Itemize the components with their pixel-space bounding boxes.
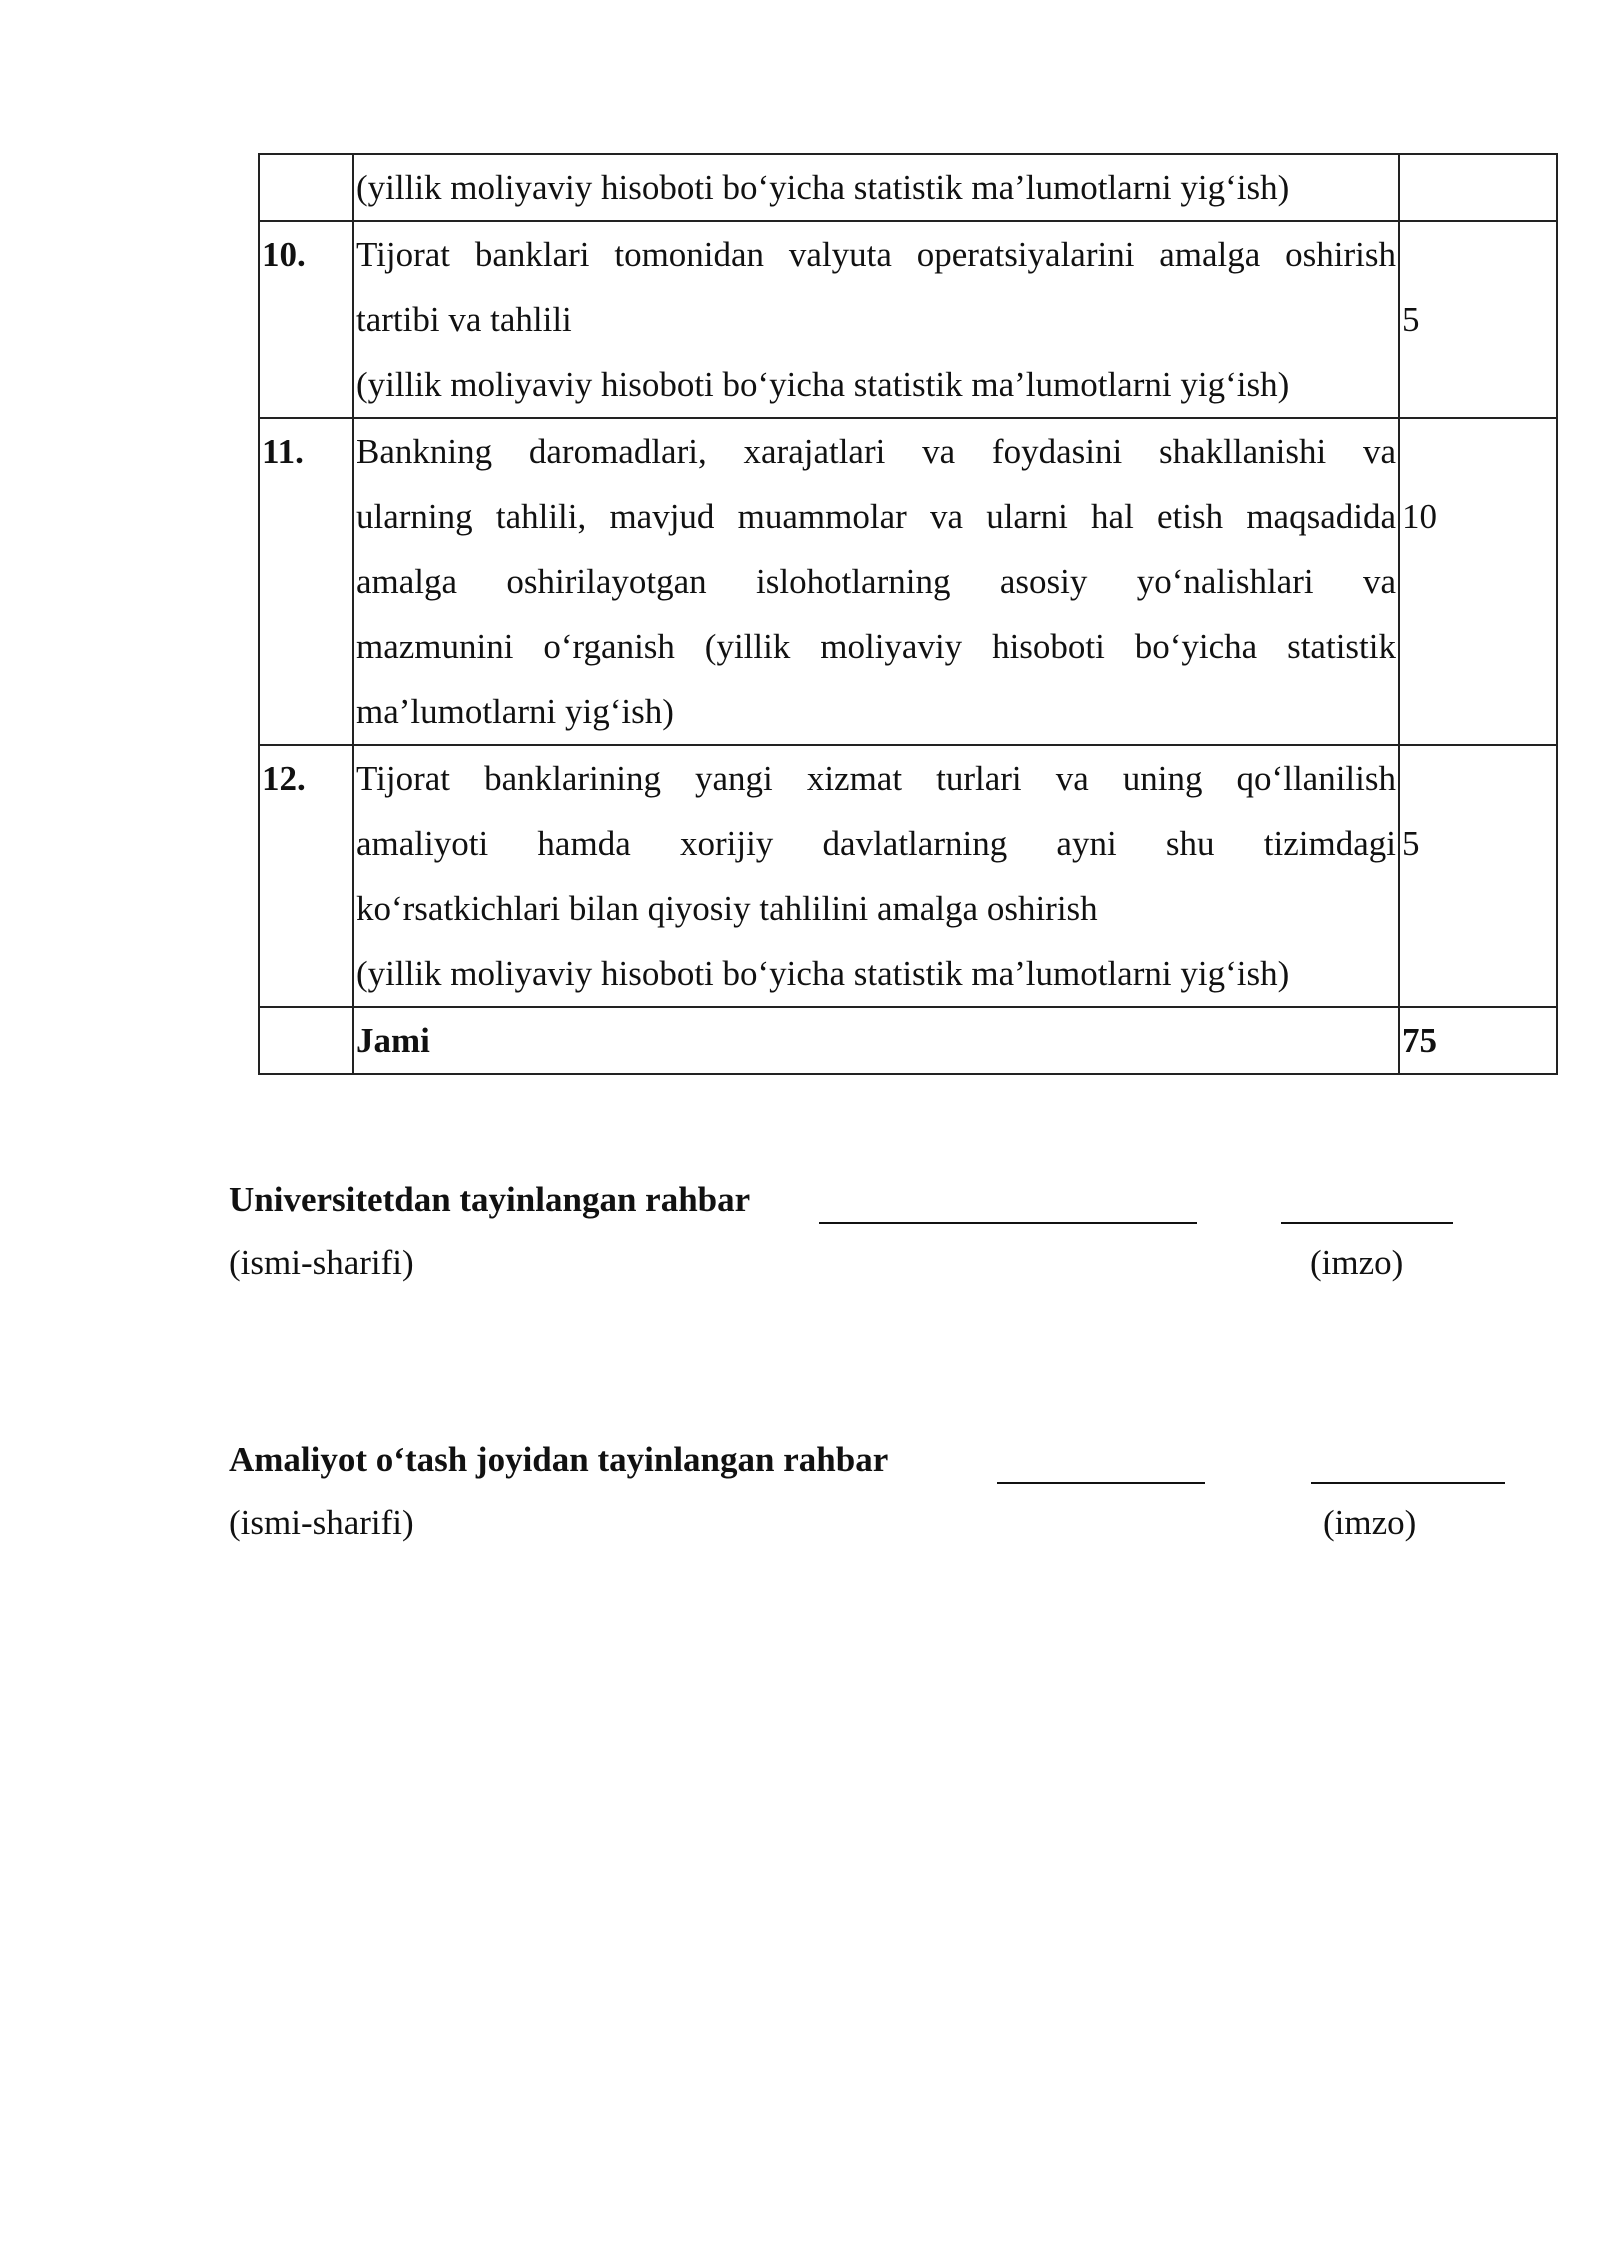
row-text bbox=[353, 745, 1399, 1007]
university-supervisor-title: Universitetdan tayinlangan rahbar bbox=[229, 1180, 751, 1219]
row-hours: 10 bbox=[1399, 418, 1557, 745]
row-text-line: ularning tahlili, mavjud muammolar va ularni hal etish maqsadida bbox=[356, 497, 1396, 536]
signature-line bbox=[1311, 1482, 1505, 1484]
name-signature-line bbox=[819, 1222, 1197, 1224]
row-number bbox=[259, 154, 353, 221]
row-text-line: Tijorat banklari tomonidan valyuta operatsiyalarini amalga oshirish bbox=[356, 235, 1396, 274]
row-text-line: tartibi va tahlili bbox=[356, 300, 572, 339]
signature-caption: (imzo) bbox=[1323, 1503, 1417, 1542]
row-text-line: Bankning daromadlari, xarajatlari va foydasini shakllanishi va bbox=[356, 432, 1396, 471]
row-hours: 5 bbox=[1399, 745, 1557, 1007]
row-text bbox=[353, 154, 1399, 221]
table-row bbox=[259, 745, 1557, 1007]
row-number: 10. bbox=[259, 221, 353, 418]
row-text-line: amaliyoti hamda xorijiy davlatlarning ayni shu tizimdagi bbox=[356, 824, 1396, 863]
row-hours bbox=[1399, 154, 1557, 221]
row-text-line: (yillik moliyaviy hisoboti bo‘yicha statistik ma’lumotlarni yig‘ish) bbox=[356, 365, 1290, 404]
row-text-line: (yillik moliyaviy hisoboti bo‘yicha statistik ma’lumotlarni yig‘ish) bbox=[356, 168, 1290, 207]
row-text-line: amalga oshirilayotgan islohotlarning asosiy yo‘nalishlari va bbox=[356, 562, 1396, 601]
total-value: 75 bbox=[1399, 1007, 1557, 1074]
name-caption: (ismi-sharifi) bbox=[229, 1243, 414, 1282]
row-number: 11. bbox=[259, 418, 353, 745]
table-row bbox=[259, 221, 1557, 418]
row-text bbox=[353, 221, 1399, 418]
name-signature-line bbox=[997, 1482, 1205, 1484]
table-total-row bbox=[259, 1007, 1557, 1074]
row-text-line: (yillik moliyaviy hisoboti bo‘yicha statistik ma’lumotlarni yig‘ish) bbox=[356, 954, 1290, 993]
table-row bbox=[259, 154, 1557, 221]
signature-line bbox=[1281, 1222, 1453, 1224]
workplace-supervisor-title: Amaliyot o‘tash joyidan tayinlangan rahbar bbox=[229, 1440, 889, 1479]
row-text-line: ko‘rsatkichlari bilan qiyosiy tahlilini amalga oshirish bbox=[356, 889, 1098, 928]
signature-caption: (imzo) bbox=[1310, 1243, 1404, 1282]
row-hours: 5 bbox=[1399, 221, 1557, 418]
row-text-line: ma’lumotlarni yig‘ish) bbox=[356, 692, 674, 731]
row-number: 12. bbox=[259, 745, 353, 1007]
name-caption: (ismi-sharifi) bbox=[229, 1503, 414, 1542]
table-row bbox=[259, 418, 1557, 745]
total-label: Jami bbox=[353, 1007, 1399, 1074]
practice-plan-table bbox=[258, 153, 1558, 1075]
row-text bbox=[353, 418, 1399, 745]
row-text-line: Tijorat banklarining yangi xizmat turlari va uning qo‘llanilish bbox=[356, 759, 1396, 798]
row-text-line: mazmunini o‘rganish (yillik moliyaviy hisoboti bo‘yicha statistik bbox=[356, 627, 1396, 666]
